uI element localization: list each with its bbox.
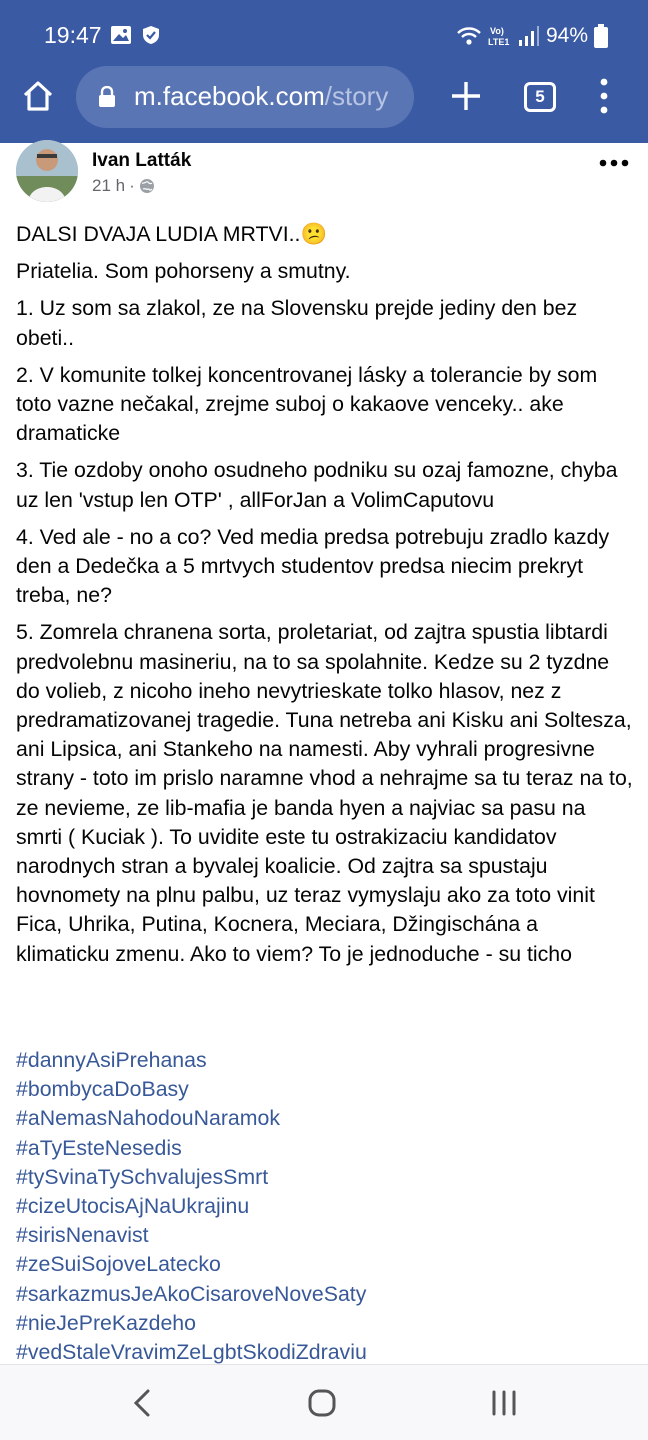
url-text xyxy=(134,81,388,112)
hashtag-link[interactable]: #aTyEsteNesedis xyxy=(16,1135,182,1160)
post-time[interactable]: 21 h xyxy=(92,176,126,195)
image-icon xyxy=(110,25,132,45)
address-bar[interactable] xyxy=(76,66,414,128)
home-button[interactable] xyxy=(16,74,60,118)
battery-percentage: 94% xyxy=(545,24,588,47)
confused-emoji-icon: 😕 xyxy=(300,222,327,246)
hashtag-list xyxy=(16,1046,636,1367)
url-toolbar xyxy=(0,66,648,130)
post-author-name[interactable]: Ivan Latták xyxy=(92,150,192,171)
hashtag-link[interactable]: #tySvinaTySchvalujesSmrt xyxy=(16,1164,269,1189)
svg-text:LTE1: LTE1 xyxy=(487,37,510,47)
hashtag-link[interactable]: #bombycaDoBasy xyxy=(16,1077,189,1102)
post-paragraph: 3. Tie ozdoby onoho osudneho podniku su ozaj famozne, chyba uz len 'vstup len OTP' , allForJan a VolimCaputovu xyxy=(16,458,618,512)
new-tab-button[interactable] xyxy=(446,76,486,116)
overflow-menu-icon[interactable] xyxy=(594,76,614,116)
url-path: /story xyxy=(324,81,389,111)
home-icon xyxy=(21,79,55,113)
globe-icon xyxy=(139,178,155,194)
battery-icon xyxy=(594,24,608,48)
wifi-icon xyxy=(456,26,482,46)
tab-switcher-button[interactable]: 5 xyxy=(524,82,556,112)
hashtag-link[interactable]: #sarkazmusJeAkoCisaroveNoveSaty xyxy=(16,1281,367,1306)
post-paragraph: 4. Ved ale - no a co? Ved media predsa potrebuju zradlo kazdy den a Dedečka a 5 mrtvych studentov predsa niecim prekryt treba, ne? xyxy=(16,524,610,608)
volte-icon xyxy=(488,24,512,48)
post-options-icon[interactable] xyxy=(598,156,630,170)
recent-apps-button[interactable] xyxy=(484,1387,524,1419)
meta-separator: · xyxy=(129,176,135,195)
post-paragraph: 5. Zomrela chranena sorta, proletariat, od zajtra spustia libtardi predvolebnu masineriu, na to sa spolahnite. Kedze su 2 tyzdne do volieb, z nicoho ineho nevytrieskate tolko hlasov, nez z predramatizovanej tragedie. Tuna netreba ani Kisku ani Soltesza, ani Lipsica, ani Stankeho na namesti. Aby vyhrali progresivne strany - toto im prislo naramne vhod a nehrajme sa tu teraz na to, ze nevieme, ze lib-mafia je banda hyen a najviac sa pasu na smrti ( Kuciak ). To uvidite este tu ostrakizaciu kandidatov narodnych stran a byvalej koalicie. Od zajtra sa spustaju hovnomety na plnu palbu, uz teraz vymyslaju ako za toto vinit Fica, Uhrika, Putina, Kocnera, Meciara, Džingischána a klimaticku zmenu. Ako to viem? To je jednoduche - su ticho xyxy=(16,620,633,966)
home-nav-button[interactable] xyxy=(302,1387,342,1419)
status-bar xyxy=(0,0,648,70)
post-headline xyxy=(16,220,636,249)
signal-icon xyxy=(518,25,540,47)
status-time: 19:47 xyxy=(44,22,102,48)
post-meta xyxy=(92,176,155,196)
avatar-photo xyxy=(16,140,78,202)
hashtag-link[interactable]: #aNemasNahodouNaramok xyxy=(16,1106,280,1131)
lock-icon xyxy=(98,86,116,108)
hashtag-link[interactable]: #sirisNenavist xyxy=(16,1223,149,1248)
hashtag-link[interactable]: #vedStaleVravimZeLgbtSkodiZdraviu xyxy=(16,1340,367,1365)
url-host: m.facebook.com xyxy=(134,81,325,111)
headline-text: DALSI DVAJA LUDIA MRTVI.. xyxy=(16,222,301,246)
author-avatar[interactable] xyxy=(16,140,78,202)
back-button[interactable] xyxy=(122,1387,162,1419)
post-paragraph: Priatelia. Som pohorseny a smutny. xyxy=(16,259,351,284)
svg-text:Vo): Vo) xyxy=(489,26,504,36)
post-paragraph: 2. V komunite tolkej koncentrovanej lásky a tolerancie by som toto vazne nečakal, zrejme suboj o kakaove venceky.. ake dramaticke xyxy=(16,362,598,446)
shield-icon xyxy=(140,25,162,45)
status-right xyxy=(456,22,608,50)
hashtag-link[interactable]: #zeSuiSojoveLatecko xyxy=(16,1252,221,1277)
hashtag-link[interactable]: #dannyAsiPrehanas xyxy=(16,1048,207,1072)
browser-chrome xyxy=(0,0,648,143)
hashtag-link[interactable]: #nieJePreKazdeho xyxy=(16,1310,196,1335)
hashtag-link[interactable]: #cizeUtocisAjNaUkrajinu xyxy=(16,1194,250,1219)
system-nav-bar xyxy=(0,1364,648,1440)
post-paragraph: 1. Uz som sa zlakol, ze na Slovensku prejde jediny den bez obeti.. xyxy=(16,296,578,350)
post-body xyxy=(16,220,636,969)
